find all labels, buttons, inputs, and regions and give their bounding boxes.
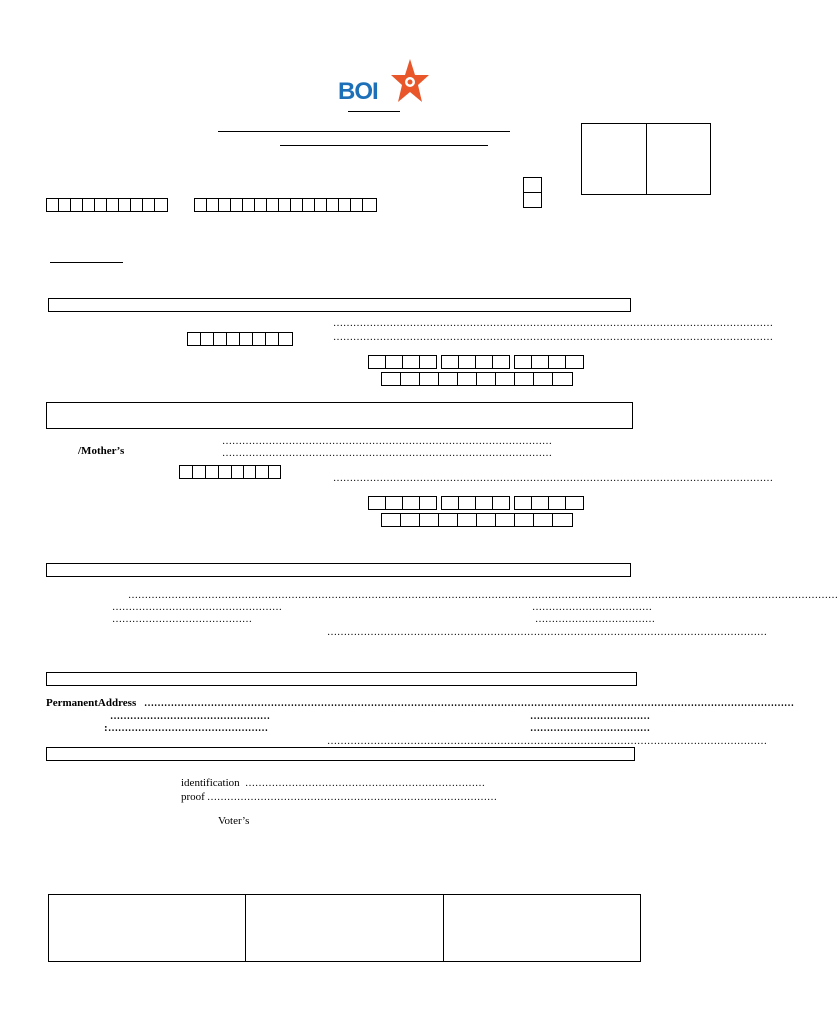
code-cells-c[interactable] <box>514 355 584 369</box>
signature-box-2[interactable] <box>246 895 443 961</box>
dotted-line: ……………………………… <box>530 711 650 722</box>
dotted-line: ……………………………………………………………………………………… <box>222 448 552 459</box>
signature-table <box>48 894 641 962</box>
date-cells[interactable] <box>187 332 293 346</box>
proof-label: proof <box>181 791 205 803</box>
signature-box-1[interactable] <box>49 895 246 961</box>
phone-cells[interactable] <box>381 372 573 386</box>
dotted-line: ………………………………………… <box>110 711 270 722</box>
date-cells-2[interactable] <box>179 465 281 479</box>
mother-label: /Mother’s <box>78 445 125 457</box>
section-header-bar-1 <box>48 298 631 312</box>
permanent-address-label <box>46 697 136 710</box>
photo-slot-right <box>647 124 711 194</box>
dotted-line: …………………………………………………………………………………………………………………… <box>327 736 767 747</box>
photo-slot-left <box>582 124 647 194</box>
branch-code-cells[interactable] <box>46 198 168 212</box>
star-logo-icon <box>390 58 430 104</box>
code-cells-e[interactable] <box>441 496 510 510</box>
dotted-line: ……………………………… <box>532 602 652 613</box>
dotted-line: ……………………………… <box>530 723 650 734</box>
dotted-line: …………………………………………………………………………………………………………………… <box>333 318 773 329</box>
identification-label: identification <box>181 777 240 789</box>
logo-text: BOI <box>338 78 378 105</box>
bank-logo <box>338 58 430 106</box>
code-cells-b[interactable] <box>441 355 510 369</box>
section-header-bar-2 <box>46 402 633 429</box>
photo-box <box>581 123 711 195</box>
account-number-cells[interactable] <box>194 198 377 212</box>
code-cells-f[interactable] <box>514 496 584 510</box>
code-cells-d[interactable] <box>368 496 437 510</box>
section-underline <box>50 262 123 263</box>
subtitle-underline <box>280 145 488 146</box>
dotted-line: …………………………………………………………………………… <box>207 792 497 803</box>
dotted-line: …………………………………………………………………………………………………………………… <box>327 627 767 638</box>
dotted-line: …………………………………………………………………………………………………………………… <box>333 332 773 343</box>
small-box-top[interactable] <box>523 177 542 193</box>
permanent-address-text: PermanentAddress <box>46 697 137 709</box>
dotted-line: …………………………………………………………………………………………………………………… <box>333 473 773 484</box>
section-header-bar-3 <box>46 563 631 577</box>
dotted-line: ……………………………………………………………………………………… <box>222 436 552 447</box>
dotted-line: …………………………………………………………………………………………………………………………………………………………………………… <box>144 698 794 709</box>
section-header-bar-4 <box>46 672 637 686</box>
phone-cells-2[interactable] <box>381 513 573 527</box>
colon-label: : <box>104 722 108 734</box>
voters-label: Voter’s <box>218 815 250 827</box>
title-underline <box>218 131 510 132</box>
dotted-line: …………………………………………… <box>112 602 282 613</box>
dotted-line: ……………………………… <box>535 614 655 625</box>
dotted-line: ……………………………………………………………… <box>245 778 485 789</box>
small-box-bottom[interactable] <box>523 192 542 208</box>
dotted-line: ………………………………………… <box>108 723 268 734</box>
dotted-line: …………………………………… <box>112 614 252 625</box>
code-cells-a[interactable] <box>368 355 437 369</box>
signature-box-3[interactable] <box>444 895 640 961</box>
section-header-bar-5 <box>46 747 635 761</box>
logo-underline <box>348 111 400 112</box>
dotted-line: …………………………………………………………………………………………………………………………………………………………………………………………… <box>128 590 838 601</box>
